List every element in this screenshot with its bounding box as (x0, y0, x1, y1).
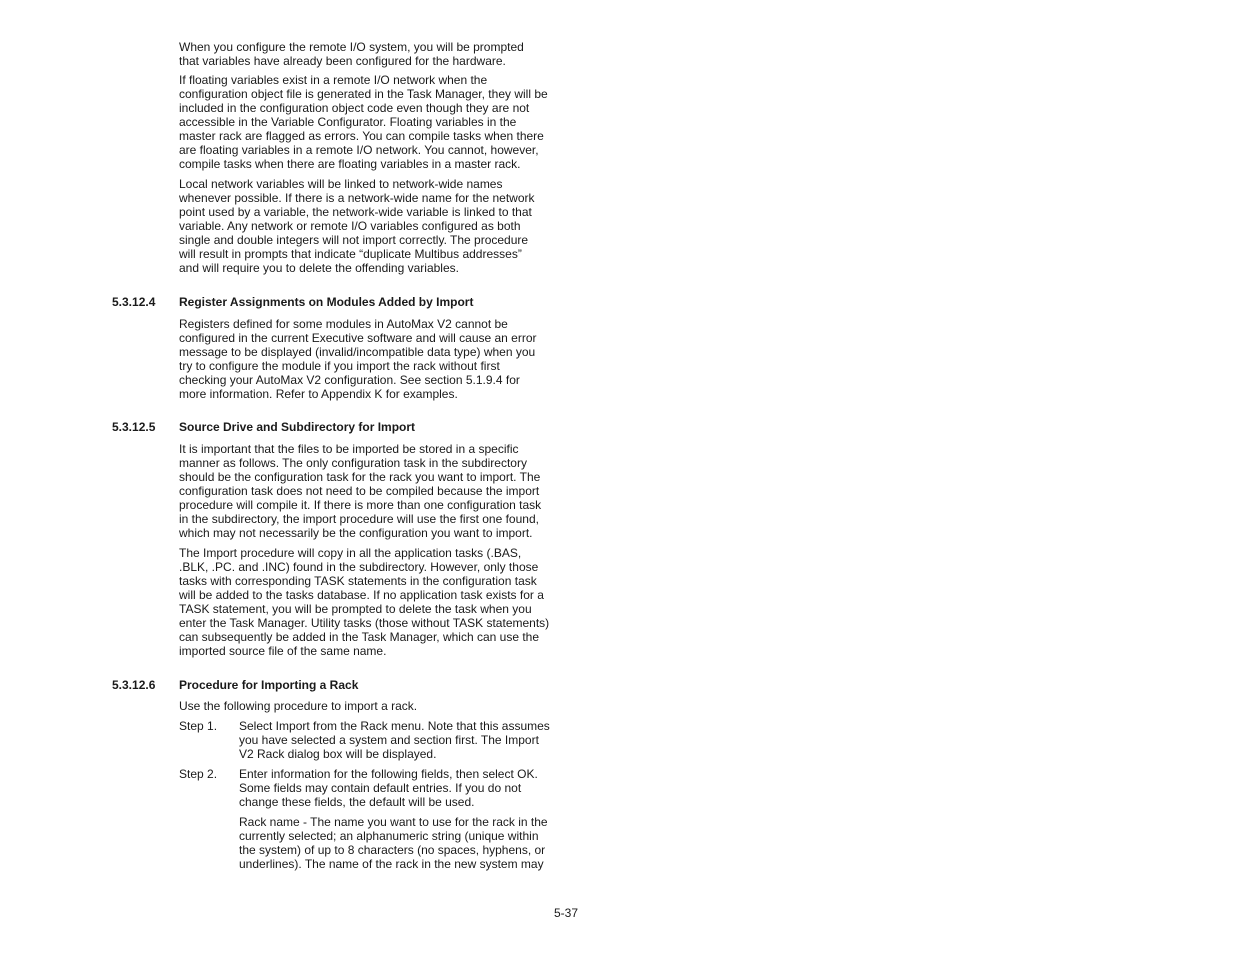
section-number-5-3-12-6: 5.3.12.6 (112, 678, 156, 692)
section-6-intro: Use the following procedure to import a rack. (179, 699, 418, 713)
section-5-paragraph-1: It is important that the files to be imported be stored in a specific manner as follows. The only configuration task in the subdirectory should be the configuration task for the rack you want to import. The configuration task does not need to be compiled because the import procedure will compile it. If there is more than one configuration task in the subdirectory, the import procedure will use the first one found, which may not necessarily be the configuration you want to import. (179, 442, 542, 540)
section-title-procedure-importing: Procedure for Importing a Rack (179, 678, 359, 692)
section-number-5-3-12-4: 5.3.12.4 (112, 295, 156, 309)
intro-paragraph-2: If floating variables exist in a remote I/O network when the configuration object file is generated in the Task Manager, they will be included in the configuration object code even though they are not accessible in the Variable Configurator. Floating variables in the master rack are flagged as errors. You can compile tasks when there are floating variables in a remote I/O network. You cannot, however, compile tasks when there are floating variables in a master rack. (179, 73, 548, 171)
section-title-source-drive: Source Drive and Subdirectory for Import (179, 420, 416, 434)
section-title-register-assignments: Register Assignments on Modules Added by Import (179, 295, 474, 309)
section-4-paragraph-1: Registers defined for some modules in AutoMax V2 cannot be configured in the current Executive software and will cause an error message to be displayed (invalid/incompatible data type) when you try to configure the module if you import the rack without first checking your AutoMax V2 configuration. See section 5.1.9.4 for more information. Refer to Appendix K for examples. (179, 317, 537, 401)
step-2-text: Enter information for the following fields, then select OK. Some fields may contain default entries. If you do not change these fields, the default will be used. (239, 767, 538, 809)
step-2-label: Step 2. (179, 767, 218, 781)
section-5-paragraph-2: The Import procedure will copy in all the application tasks (.BAS, .BLK, .PC. and .INC) found in the subdirectory. However, only those tasks with corresponding TASK statements in the configuration task will be added to the tasks database. If no application task exists for a TASK statement, you will be prompted to delete the task when you enter the Task Manager. Utility tasks (those without TASK statements) can subsequently be added in the Task Manager, which can use the imported source file of the same name. (179, 546, 550, 658)
step-1-label: Step 1. (179, 719, 218, 733)
intro-paragraph-3: Local network variables will be linked to network-wide names whenever possible. If there is a network-wide name for the network point used by a variable, the network-wide variable is linked to that variable. Any network or remote I/O variables configured as both single and double integers will not import correctly. The procedure will result in prompts that indicate “duplicate Multibus addresses” and will require you to delete the offending variables. (179, 177, 535, 275)
page-number: 5-37 (554, 906, 579, 920)
step-1-text: Select Import from the Rack menu. Note that this assumes you have selected a system and section first. The Import V2 Rack dialog box will be displayed. (239, 719, 550, 761)
section-number-5-3-12-5: 5.3.12.5 (112, 420, 156, 434)
intro-paragraph-1: When you configure the remote I/O system, you will be prompted that variables have already been configured for the hardware. (179, 40, 524, 68)
step-2-rack-name-field: Rack name - The name you want to use for the rack in the currently selected; an alphanumeric string (unique within the system) of up to 8 characters (no spaces, hyphens, or underlines). The name of the rack in the new system may (239, 815, 548, 871)
